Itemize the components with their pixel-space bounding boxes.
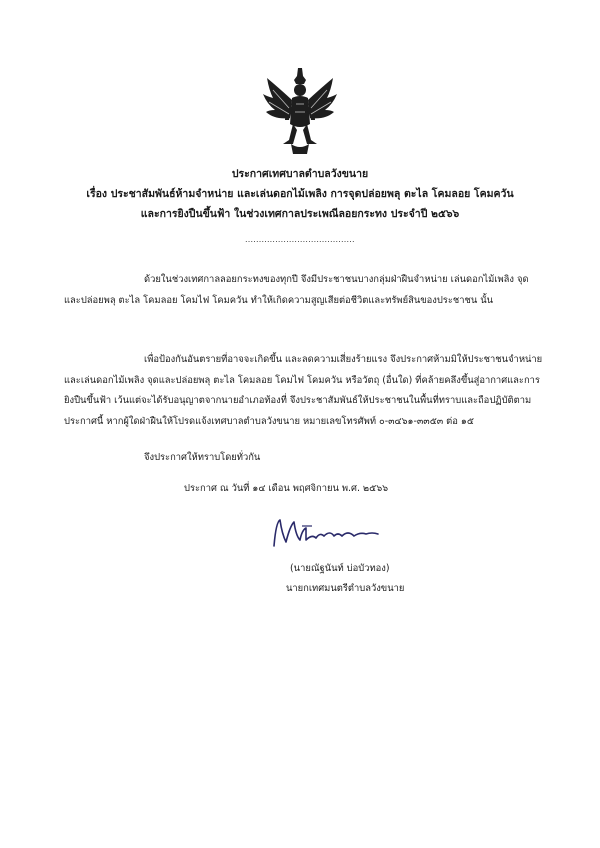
subject-line-1: เรื่อง ประชาสัมพันธ์ห้ามจำหน่าย และเล่นดอกไม้เพลิง การจุดปล่อยพลุ ตะไล โคมลอย โคมควัน [86, 188, 514, 200]
garuda-emblem-icon [263, 68, 337, 154]
announce-line: จึงประกาศให้ทราบโดยทั่วกัน [144, 452, 261, 463]
header-separator: ........................................ [245, 235, 355, 244]
signer-title: นายกเทศมนตรีตำบลวังขนาย [286, 583, 405, 594]
body-paragraph-2: เพื่อป้องกันอันตรายที่อาจจะเกิดขึ้น และลดความเสี่ยงร้ายแรง จึงประกาศห้ามมิให้ประชาชนจำหน่ายและเล่นดอกไม้เพลิง จุดและปล่อยพลุ ตะไล โคมลอย โคมไฟ โคมควัน หรือวัตถุ (อื่นใด) ที่คล้ายคลึงขึ้นสู่อากาศและการยิงปืนขึ้นฟ้า เว้นแต่จะได้รับอนุญาตจากนายอำเภอท้องที่ จึงประชาสัมพันธ์ให้ประชาชนในพื้นที่ทราบและถือปฏิบัติตามประกาศนี้ หากผู้ใดฝ่าฝืนให้โปรดแจ้งเทศบาลตำบลวังขนาย หมายเลขโทรศัพท์ ๐-๓๔๖๑-๓๓๕๓ ต่อ ๑๕ [64, 354, 543, 427]
handwritten-signature [268, 512, 380, 552]
signer-name: (นายณัฐนันท์ บ่อบัวทอง) [290, 563, 390, 574]
body-paragraph-1: ด้วยในช่วงเทศกาลลอยกระทงของทุกปี จึงมีประชาชนบางกลุ่มฝ่าฝืนจำหน่าย เล่นดอกไม้เพลิง จุดและปล่อยพลุ ตะไล โคมลอย โคมไฟ โคมควัน ทำให้เกิดความสูญเสียต่อชีวิตและทรัพย์สินของประชาชน นั้น [64, 274, 529, 306]
subject-line-2: และการยิงปืนขึ้นฟ้า ในช่วงเทศกาลประเพณีลอยกระทง ประจำปี ๒๕๖๖ [140, 208, 460, 220]
org-title: ประกาศเทศบาลตำบลวังขนาย [231, 168, 369, 180]
announce-date: ประกาศ ณ วันที่ ๑๔ เดือน พฤศจิกายน พ.ศ. ๒๕๖๖ [184, 483, 389, 494]
